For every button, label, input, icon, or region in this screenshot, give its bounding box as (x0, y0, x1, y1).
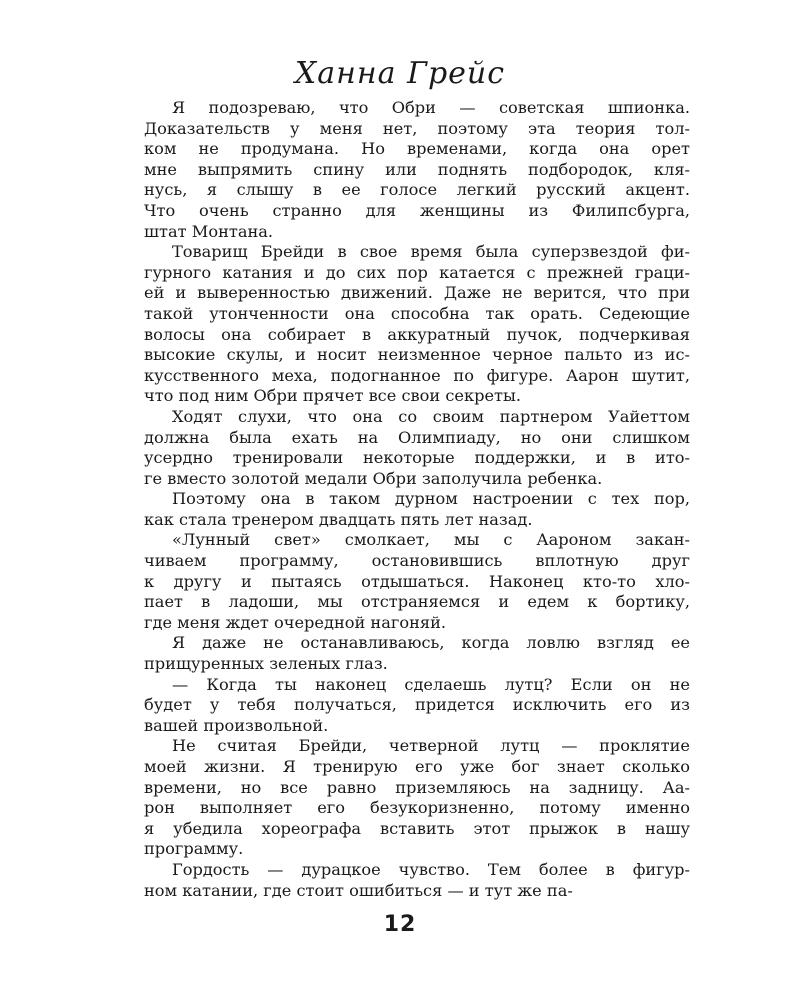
text-line: Не считая Брейди, четверной лутц — проклятие (172, 736, 690, 756)
text-line: Товарищ Брейди в свое время была суперзвездой фи- (172, 242, 690, 262)
text-line: штат Монтана. (144, 221, 274, 241)
text-line: где меня ждет очередной нагоняй. (144, 612, 447, 632)
text-line: пает в ладоши, мы отстраняемся и едем к бортику, (144, 592, 690, 612)
text-line: волосы она собирает в аккуратный пучок, подчеркивая (144, 324, 690, 344)
text-line: как стала тренером двадцать пять лет назад. (144, 509, 533, 529)
text-line: Ходят слухи, что она со своим партнером Уайеттом (172, 406, 690, 426)
text-line: прищуренных зеленых глаз. (144, 654, 388, 674)
text-line: времени, но все равно приземляюсь на задницу. Аа- (144, 777, 690, 797)
text-line: что под ним Обри прячет все свои секреты. (144, 386, 522, 406)
paragraph (144, 407, 690, 489)
text-line: Я подозреваю, что Обри — советская шпионка. (172, 98, 690, 117)
text-line: Гордость — дурацкое чувство. Тем более в фигур- (172, 859, 690, 879)
paragraph (144, 489, 690, 530)
text-line: должна была ехать на Олимпиаду, но они слишком (144, 427, 690, 447)
paragraph (144, 633, 690, 674)
paragraph (144, 736, 690, 860)
text-line: ном катании, где стоит ошибиться — и тут же па- (144, 880, 573, 900)
text-line: чиваем программу, остановившись вплотную друг (144, 551, 690, 571)
paragraph (144, 98, 690, 242)
text-line: ей и выверенностью движений. Даже не верится, что при (144, 283, 690, 303)
text-line: вашей произвольной. (144, 715, 329, 735)
text-line: я убедила хореографа вставить этот прыжок в нашу (144, 818, 690, 838)
paragraph (144, 530, 690, 633)
text-line: будет у тебя получаться, придется исключить его из (144, 695, 690, 715)
paragraph (144, 675, 690, 737)
text-line: Что очень странно для женщины из Филипсбурга, (144, 200, 690, 220)
paragraph (144, 242, 690, 407)
page-number: 12 (383, 912, 417, 937)
text-line: «Лунный свет» смолкает, мы с Аароном закан- (172, 530, 690, 550)
text-line: Поэтому она в таком дурном настроении с тех пор, (172, 489, 690, 509)
text-line: Доказательств у меня нет, поэтому эта теория тол- (144, 118, 690, 138)
text-line: Я даже не останавливаюсь, когда ловлю взгляд ее (172, 633, 690, 653)
running-title: Ханна Грейс (294, 56, 506, 91)
text-line: к другу и пытаясь отдышаться. Наконец кто-то хло- (144, 571, 690, 591)
text-line: ком не продумана. Но временами, когда она орет (144, 139, 690, 159)
text-line: такой утонченности она способна так орать. Седеющие (144, 303, 690, 323)
text-line: нусь, я слышу в ее голосе легкий русский акцент. (144, 180, 690, 200)
text-line: — Когда ты наконец сделаешь лутц? Если он не (172, 674, 690, 694)
text-line: гурного катания и до сих пор катается с прежней граци- (144, 262, 690, 282)
text-line: рон выполняет его безукоризненно, потому именно (144, 798, 690, 818)
text-line: программу. (144, 839, 244, 859)
text-line: усердно тренировали некоторые поддержки, и в ито- (144, 448, 690, 468)
text-line: ге вместо золотой медали Обри заполучила ребенка. (144, 468, 603, 488)
paragraph (144, 860, 690, 901)
text-line: моей жизни. Я тренирую его уже бог знает сколько (144, 757, 690, 776)
text-line: кусственного меха, подогнанное по фигуре. Аарон шутит, (144, 365, 690, 385)
text-line: мне выпрямить спину или поднять подбородок, кля- (144, 159, 690, 179)
text-line: высокие скулы, и носит неизменное черное пальто из ис- (144, 345, 690, 365)
body-text (144, 98, 690, 901)
